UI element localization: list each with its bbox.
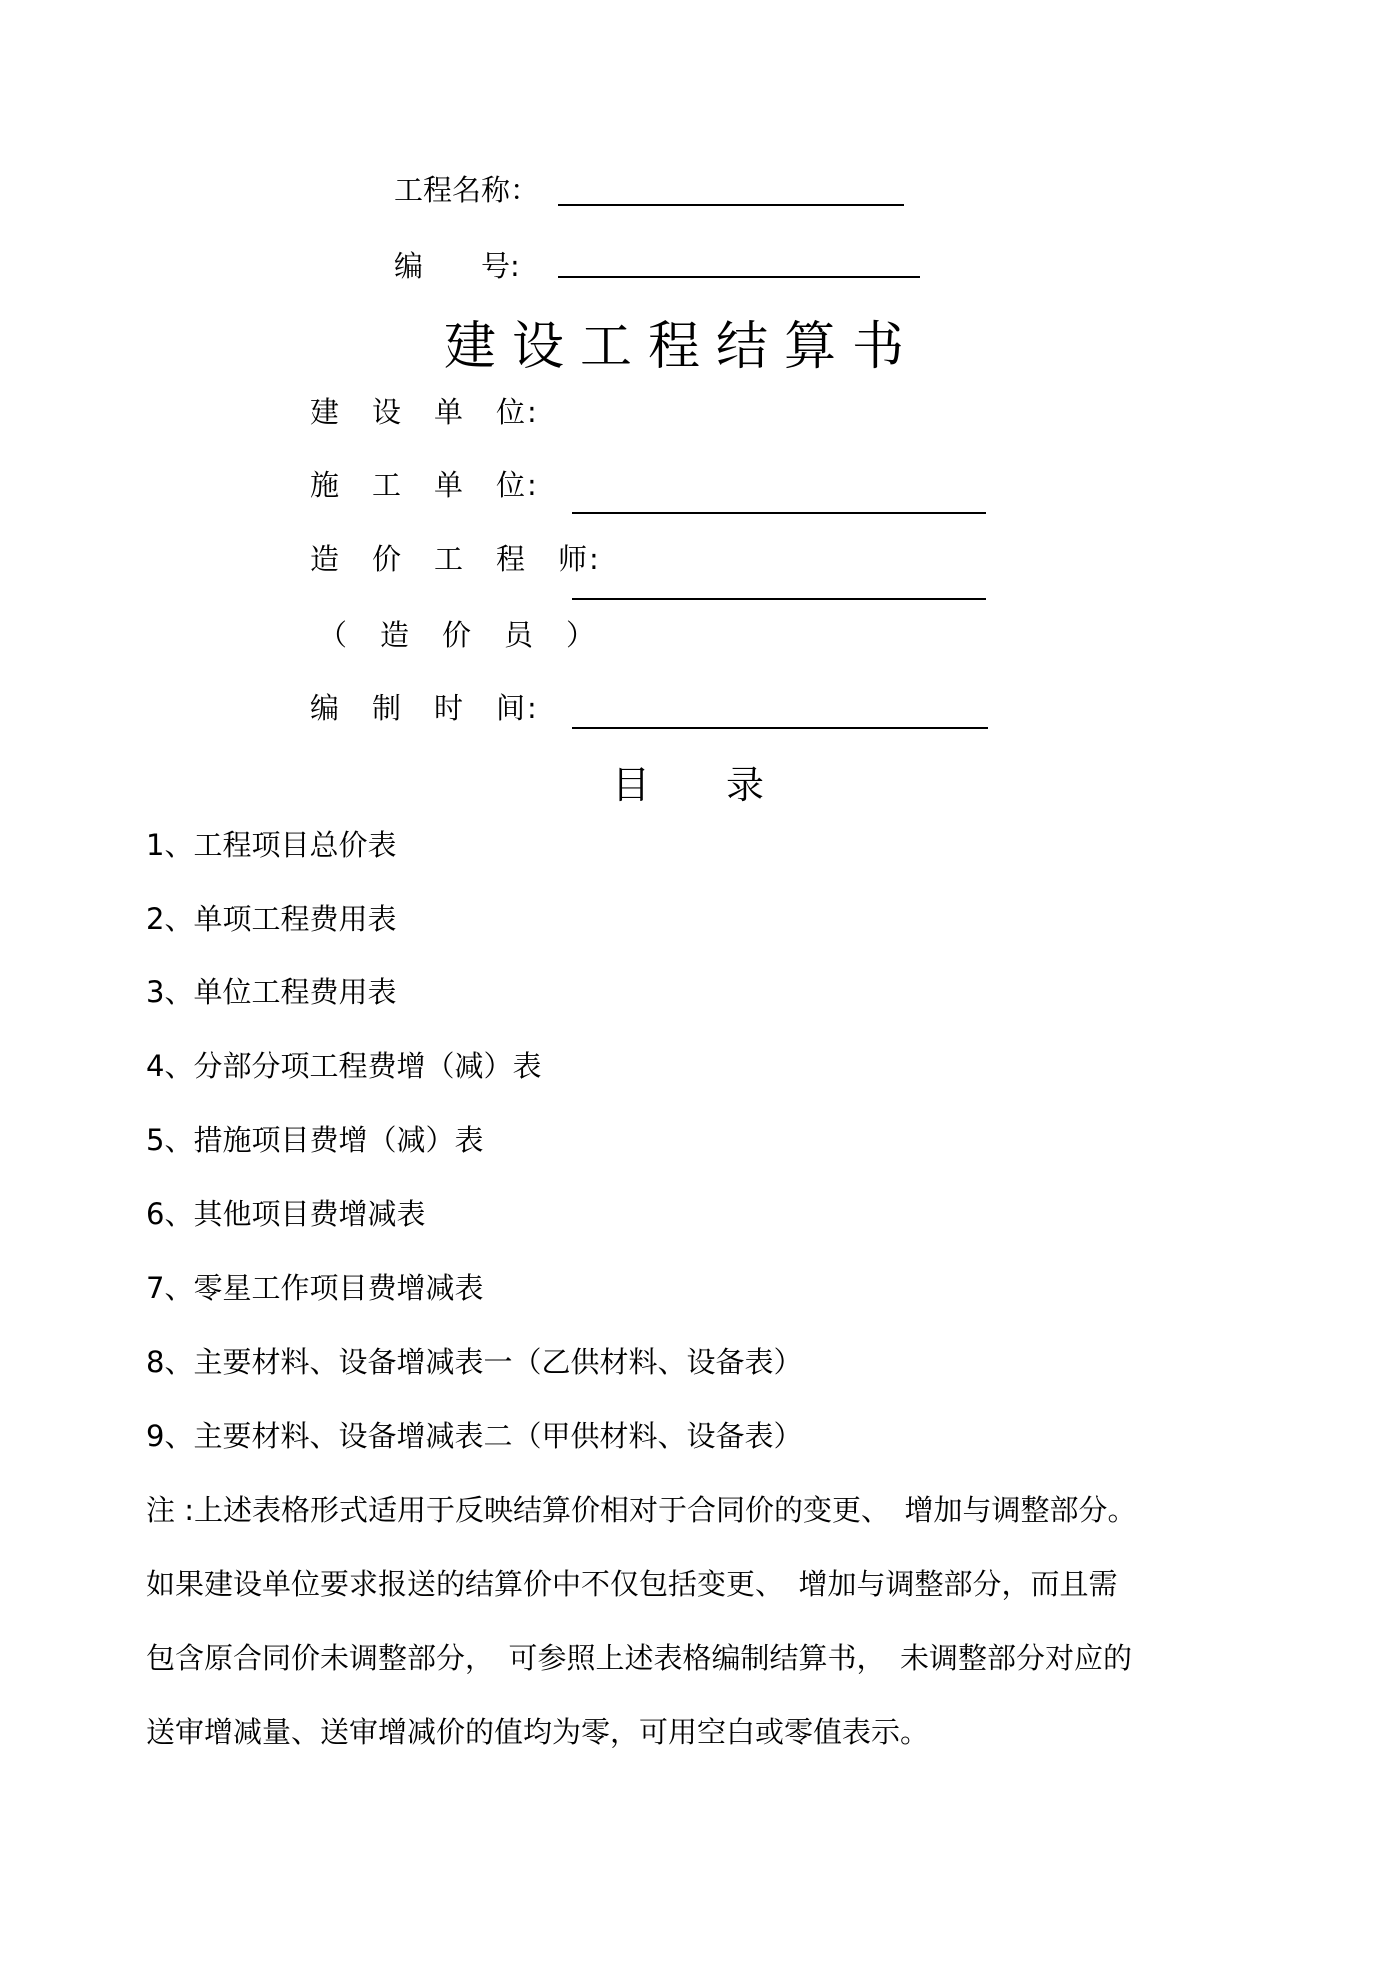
note-line: 注 :上述表格形式适用于反映结算价相对于合同价的变更、 增加与调整部分。 <box>146 1493 1137 1527</box>
builder-unit-line <box>572 512 986 514</box>
cost-engineer-label: 造 价 工 程 师: <box>310 542 601 576</box>
cost-engineer-line <box>572 598 986 600</box>
note-line: 送审增减量、送审增减价的值均为零，可用空白或零值表示。 <box>146 1715 930 1749</box>
note-line: 如果建设单位要求报送的结算价中不仅包括变更、 增加与调整部分，而且需 <box>146 1567 1118 1601</box>
toc-item: 5、措施项目费增（减）表 <box>146 1123 484 1157</box>
note-line: 包含原合同价未调整部分， 可参照上述表格编制结算书， 未调整部分对应的 <box>146 1641 1133 1675</box>
document-title: 建设工程结算书 <box>444 317 921 377</box>
toc-item: 3、单位工程费用表 <box>146 975 397 1009</box>
toc-item: 4、分部分项工程费增（减）表 <box>146 1049 542 1083</box>
construction-unit-label: 建 设 单 位: <box>310 395 539 429</box>
builder-unit-label: 施 工 单 位: <box>310 468 539 502</box>
number-label: 编 号: <box>394 249 520 283</box>
project-name-line <box>558 204 904 206</box>
toc-item: 7、零星工作项目费增减表 <box>146 1271 484 1305</box>
toc-item: 9、主要材料、设备增减表二（甲供材料、设备表） <box>146 1419 803 1453</box>
compile-time-label: 编 制 时 间: <box>310 691 539 725</box>
toc-item: 8、主要材料、设备增减表一（乙供材料、设备表） <box>146 1345 803 1379</box>
number-line <box>558 276 920 278</box>
toc-title: 目 录 <box>612 763 765 807</box>
compile-time-line <box>572 727 988 729</box>
toc-item: 2、单项工程费用表 <box>146 902 397 936</box>
project-name-label: 工程名称： <box>394 173 540 207</box>
toc-item: 1、工程项目总价表 <box>146 828 397 862</box>
cost-clerk-label: （ 造 价 员 ） <box>318 618 598 652</box>
toc-item: 6、其他项目费增减表 <box>146 1197 426 1231</box>
